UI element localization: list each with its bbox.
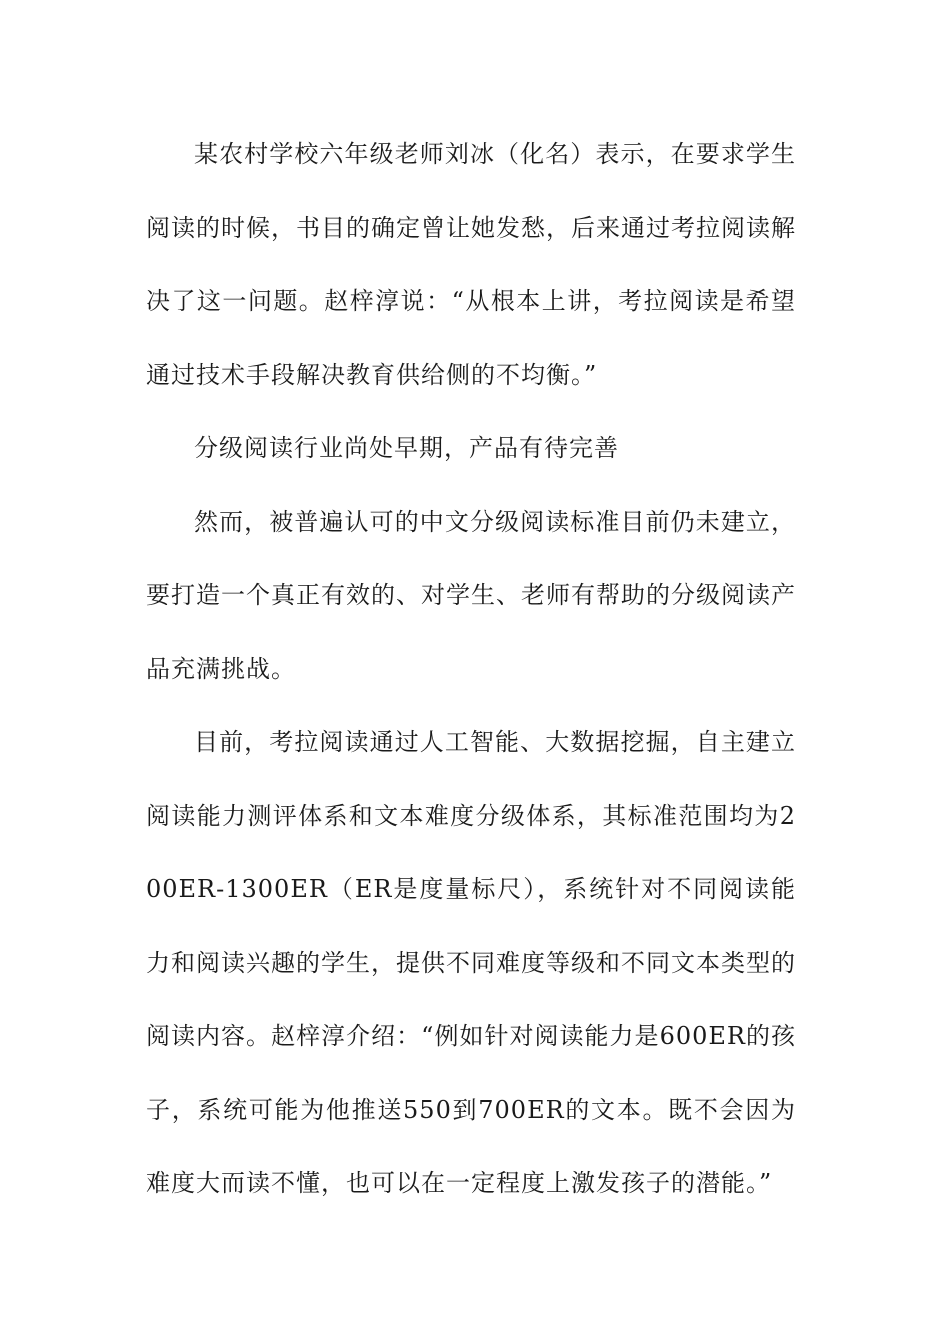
section-heading: 分级阅读行业尚处早期，产品有待完善 bbox=[194, 434, 619, 462]
document-body bbox=[146, 118, 796, 1221]
paragraph-er-system: 目前，考拉阅读通过人工智能、大数据挖掘，自主建立阅读能力测评体系和文本难度分级体系，其标准范围均为200ER-1300ER（ER是度量标尺），系统针对不同阅读能力和阅读兴趣的学生，提供不同难度等级和不同文本类型的阅读内容。赵梓淳介绍：“例如针对阅读能力是600ER的孩子，系统可能为他推送550到700ER的文本。既不会因为难度大而读不懂，也可以在一定程度上激发孩子的潜能。” bbox=[146, 728, 796, 1197]
paragraph-teacher-quote: 某农村学校六年级老师刘冰（化名）表示，在要求学生阅读的时候，书目的确定曾让她发愁，后来通过考拉阅读解决了这一问题。赵梓淳说：“从根本上讲，考拉阅读是希望通过技术手段解决教育供给侧的不均衡。” bbox=[146, 140, 796, 389]
paragraph-standard-challenge: 然而，被普遍认可的中文分级阅读标准目前仍未建立，要打造一个真正有效的、对学生、老师有帮助的分级阅读产品充满挑战。 bbox=[146, 507, 796, 683]
